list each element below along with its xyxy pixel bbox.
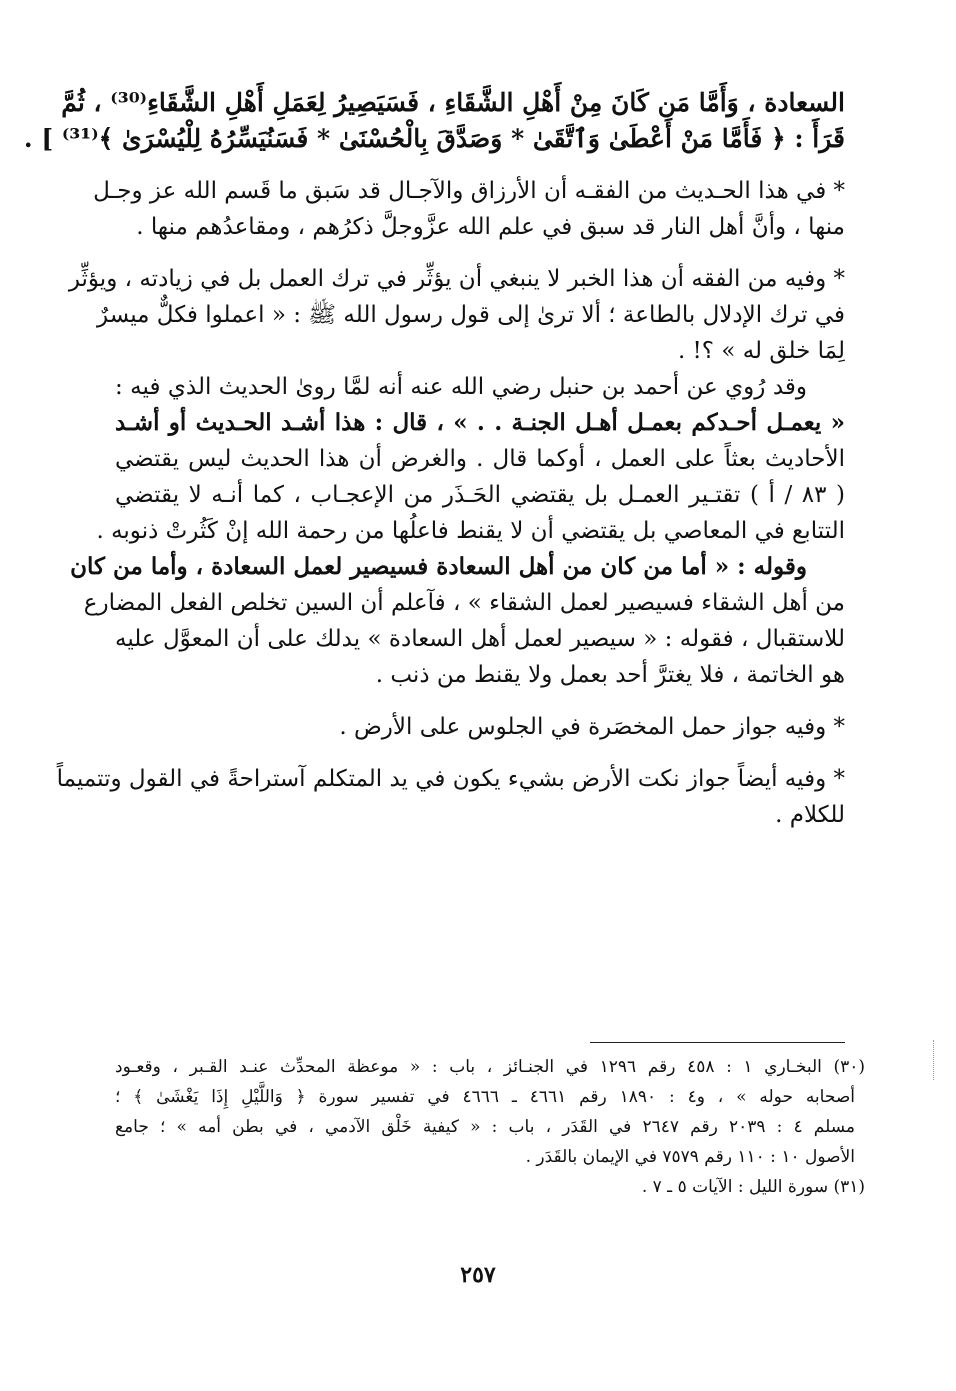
main-text <box>23 85 845 833</box>
footnote-line: مسلم ٤ : ٢٠٣٩ رقم ٢٦٤٧ في القَدَر ، باب : « كيفية خَلْق الآدمي ، في بطن أمه » ؛ جامع <box>115 1117 856 1137</box>
text-line: وقوله : « أما من كان من أهل السعادة فسيصير لعمل السعادة ، وأما من كان <box>70 553 807 580</box>
text-line: * وفيه من الفقه أن هذا الخبر لا ينبغي أن يؤثِّر في ترك العمل بل في زيادته ، ويؤثِّر <box>68 266 845 292</box>
text-line: في ترك الإدلال بالطاعة ؛ ألا ترىٰ إلى قول رسول الله ﷺ : « اعملوا فكلٌّ ميسرٌ <box>97 302 845 328</box>
text-line: للاستقبال ، فقوله : « سيصير لعمل أهل السعادة » يدلك على أن المعوَّل عليه <box>115 626 845 652</box>
footnote-line: أصحابه حوله » ، و٤ : ١٨٩٠ رقم ٤٦٦١ ـ ٤٦٦٦ في تفسير سورة ﴿ وَاللَّيْلِ إِذَا يَغْشَىٰ ﴾ ؛ <box>115 1087 855 1107</box>
footnote-line: (٣١) سورة الليل : الآيات ٥ ـ ٧ . <box>641 1177 865 1197</box>
text-line: * في هذا الحـديث من الفقـه أن الأرزاق والآجـال قد سَبق ما قَسم الله عز وجـل <box>93 178 845 204</box>
text-line: ( ٨٣ / أ ) تقتـير العمـل بل يقتضي الحَـذَر من الإعجـاب ، كما أنـه لا يقتضي <box>115 482 845 508</box>
text-line: للكلام . <box>775 802 845 828</box>
text-line: لِمَا خلق له » ؟! . <box>677 338 845 364</box>
page-number: ٢٥٧ <box>460 1262 496 1288</box>
text-line: من أهل الشقاء فسيصير لعمل الشقاء » ، فآعلم أن السين تخلص الفعل المضارع <box>83 590 845 616</box>
text-line: الأحاديث بعثاً على العمل ، أوكما قال . والغرض أن هذا الحديث ليس يقتضي <box>115 446 845 472</box>
text-line: * وفيه أيضاً جواز نكت الأرض بشيء يكون في يد المتكلم آستراحةً في القول وتتميماً <box>56 766 845 792</box>
text-line: هو الخاتمة ، فلا يغترَّ أحد بعمل ولا يقنط من ذنب . <box>375 662 845 688</box>
footnote-line: (٣٠) البخـاري ١ : ٤٥٨ رقم ١٢٩٦ في الجنـائز ، باب : « موعظة المحدِّث عنـد القـبر ، وقعـود <box>115 1057 865 1077</box>
text-line: « يعمـل أحـدكم بعمـل أهـل الجنـة . . » ، قال : هذا أشـد الحـديث أو أشـد <box>115 409 845 436</box>
margin-mark <box>933 1040 935 1080</box>
text-line: السعادة ، وَأَمَّا مَن كَانَ مِنْ أَهْلِ الشَّقَاءِ ، فَسَيَصِيرُ لِعَمَلِ أَهْلِ الشَّقَاءِ⁽³⁰⁾ ، ثُمَّ <box>61 88 845 117</box>
footnotes <box>115 1052 865 1202</box>
footnote-line: الأصول ١٠ : ١١٠ رقم ٧٥٧٩ في الإيمان بالقَدَر . <box>525 1147 855 1167</box>
text-line: وقد رُوي عن أحمد بن حنبل رضي الله عنه أنه لمَّا روىٰ الحديث الذي فيه : <box>115 374 807 400</box>
text-line: * وفيه جواز حمل المخصَرة في الجلوس على الأرض . <box>339 714 845 740</box>
text-line: منها ، وأنَّ أهل النار قد سبق في علم الله عزَّوجلَّ ذكرُهم ، ومقاعدُهم منها . <box>136 214 845 240</box>
text-line: التتابع في المعاصي بل يقتضي أن لا يقنط فاعلُها من رحمة الله إنْ كَثُرتْ ذنوبه . <box>96 518 845 544</box>
text-line: قَرَأَ : ﴿ فَأَمَّا مَنْ أَعْطَىٰ وَٱتَّقَىٰ * وَصَدَّقَ بِالْحُسْنَىٰ * فَسَنُيَسِّرُهُ لِلْيُسْرَىٰ ﴾⁽³¹⁾ ] . <box>23 124 845 153</box>
footnote-separator <box>590 1042 845 1043</box>
